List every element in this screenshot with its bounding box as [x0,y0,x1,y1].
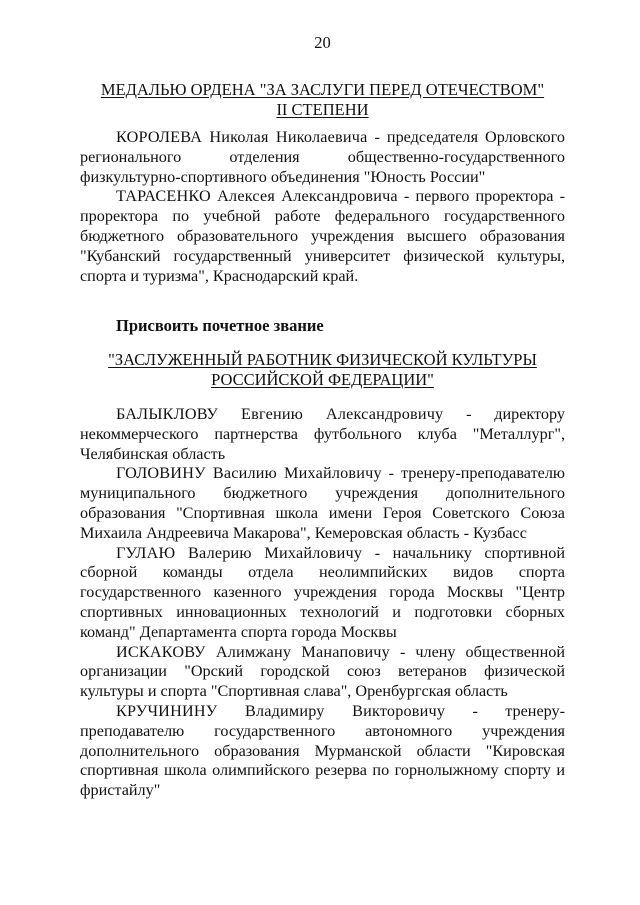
honorary-title-line-2: РОССИЙСКОЙ ФЕДЕРАЦИИ" [211,370,434,389]
award-heading-line-2: II СТЕПЕНИ [276,100,369,119]
honorary-title-heading [80,350,565,390]
recipient-entry [80,464,565,543]
recipient-name: ГУЛАЮ Валерию Михайловичу [116,543,363,562]
recipient-entry [80,128,565,187]
recipient-description: - тренеру-преподавателю муниципального бюджетного учреждения дополнительного образования "Спортивная школа имени Героя Советского Союза Михаила Андреевича Макарова", Кемеровская область - Кузбасс [80,464,565,542]
recipient-name: КОРОЛЕВА Николая Николаевича [116,128,368,146]
recipient-description: - начальнику спортивной сборной команды отдела неолимпийских видов спорта государственного казенного учреждения города Москвы "Центр спортивных инновационных технологий и подготовки сборных команд" Департамента спорта города Москвы [80,543,565,641]
recipient-description: - члену общественной организации "Орский городской союз ветеранов физической культуры и спорта "Спортивная слава", Оренбургская область [80,642,565,701]
recipient-description: - председателя Орловского регионального отделения общественно-государственного физкультурно-спортивного объединения "Юность России" [80,128,565,186]
recipient-description: - директору некоммерческого партнерства футбольного клуба "Металлург", Челябинская область [80,405,565,463]
page-number: 20 [314,33,331,52]
award-heading-medal [80,80,565,120]
assign-title-heading: Присвоить почетное звание [116,316,324,335]
recipient-entry [80,405,565,464]
honorary-recipients-list [80,405,565,801]
honorary-title-line-1: "ЗАСЛУЖЕННЫЙ РАБОТНИК ФИЗИЧЕСКОЙ КУЛЬТУРЫ [108,350,537,369]
recipient-name: ИСКАКОВУ Алимжану Манаповичу [116,642,390,661]
recipient-description: - тренеру-преподавателю государственного автономного учреждения дополнительного образования Мурманской области "Кировская спортивная школа олимпийского резерва по горнолыжному спорту и фристайлу" [80,701,565,800]
recipient-name: ТАРАСЕНКО Алексея Александровича [116,187,398,206]
award-heading-line-1: МЕДАЛЬЮ ОРДЕНА "ЗА ЗАСЛУГИ ПЕРЕД ОТЕЧЕСТВОМ" [100,80,545,99]
recipient-entry [80,187,565,286]
recipient-name: КРУЧИНИНУ Владимиру Викторовичу [116,701,446,720]
recipient-name: БАЛЫКЛОВУ Евгению Александровичу [116,405,444,423]
medal-recipients-list [80,128,565,286]
recipient-entry [80,643,565,702]
recipient-description: - первого проректора - проректора по учебной работе федерального государственного бюджетного образовательного учреждения высшего образования "Кубанский государственный университет физической культуры, спорта и туризма", Краснодарский край. [80,187,565,285]
recipient-name: ГОЛОВИНУ Василию Михайловичу [116,464,382,483]
recipient-entry [80,544,565,643]
recipient-entry [80,702,565,801]
